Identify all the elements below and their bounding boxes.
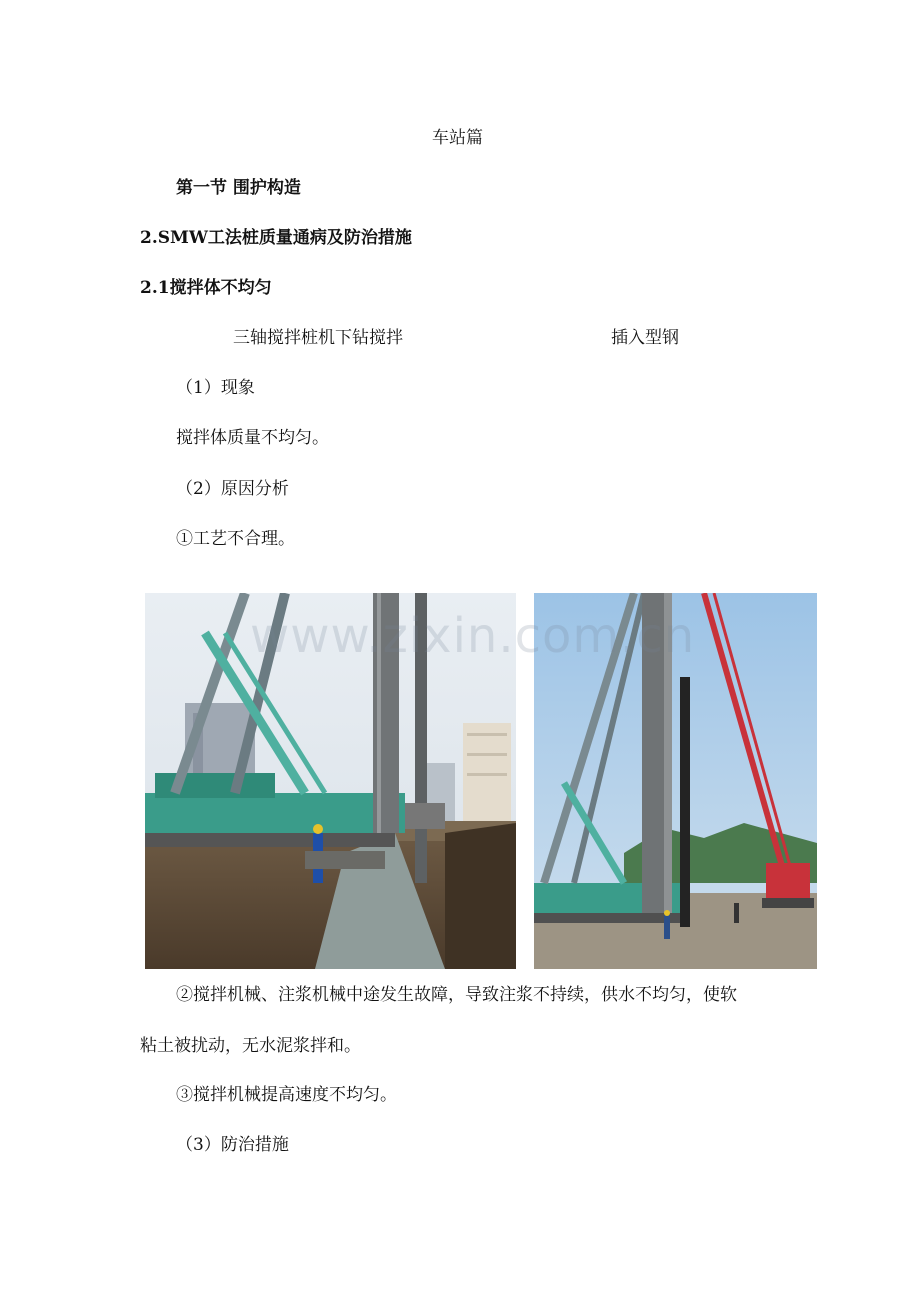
page-title: 车站篇 (432, 128, 483, 148)
caption-left: 三轴搅拌桩机下钻搅拌 (233, 328, 403, 348)
subtopic-heading: 2.1搅拌体不均匀 (140, 278, 272, 298)
cause-item-3: ③搅拌机械提高速度不均匀。 (176, 1085, 397, 1105)
topic-heading: 2.SMW工法桩质量通病及防治措施 (140, 228, 412, 248)
phenomenon-text: 搅拌体质量不均匀。 (176, 428, 329, 448)
caption-right: 插入型钢 (611, 328, 679, 348)
cause-item-2-line2: 粘土被扰动，无水泥浆拌和。 (140, 1036, 361, 1056)
measures-label: （3）防治措施 (176, 1135, 289, 1155)
cause-item-2-line1: ②搅拌机械、注浆机械中途发生故障，导致注浆不持续，供水不均匀，使软 (176, 985, 737, 1005)
cause-label: （2）原因分析 (176, 479, 289, 499)
section-heading: 第一节 围护构造 (176, 178, 301, 198)
phenomenon-label: （1）现象 (176, 378, 255, 398)
cause-item-1: ①工艺不合理。 (176, 529, 295, 549)
watermark: www.zixin.com.cn (250, 608, 696, 664)
